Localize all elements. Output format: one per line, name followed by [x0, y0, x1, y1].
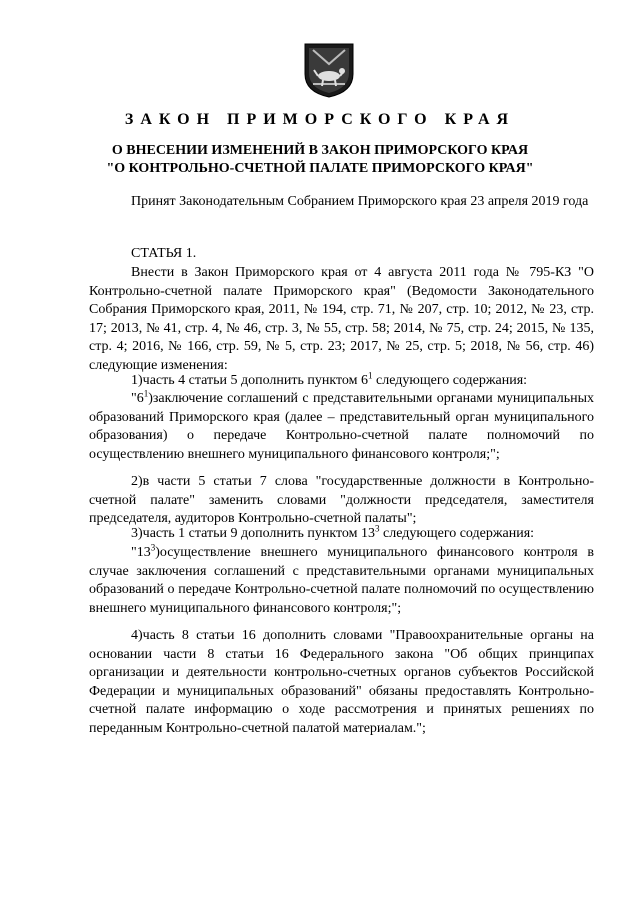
quote-text: )осуществление внешнего муниципального финансового контроля в случае заключения соглашений с представительными органами муниципальных образований о передаче Контрольно-счетной палате полномочий по осуществлению внешнего муниципального финансового контроля;";	[89, 545, 594, 616]
law-subtitle-line-1: О ВНЕСЕНИИ ИЗМЕНЕНИЙ В ЗАКОН ПРИМОРСКОГО КРАЯ	[111, 143, 529, 158]
amendment-item-2: 2)в части 5 статьи 7 слова "государственные должности в Контрольно-счетной палате" заменить словами "должности председателя, заместителя председателя, аудиторов Контрольно-счетной палаты";	[89, 474, 594, 526]
superscript: 1	[368, 370, 373, 381]
superscript: 3	[375, 523, 380, 534]
quote-prefix: "13	[131, 545, 151, 560]
law-subtitle-line-2: "О КОНТРОЛЬНО-СЧЕТНОЙ ПАЛАТЕ ПРИМОРСКОГО КРАЯ"	[106, 161, 534, 176]
quote-text: )заключение соглашений с представительными органами муниципальных образований Приморского края (далее – представительный орган муниципального образования) о передаче Контрольно-счетной палате полномочий по осуществлению внешнего муниципального финансового контроля;";	[89, 391, 594, 462]
quote-prefix: "6	[131, 391, 144, 406]
amendment-item-1-tail: следующего содержания:	[372, 373, 528, 388]
superscript: 3	[150, 542, 156, 553]
coat-of-arms-emblem	[303, 40, 355, 98]
article-heading: СТАТЬЯ 1.	[131, 246, 197, 261]
amendment-item-1-text: 1)часть 4 статьи 5 дополнить пунктом 6	[131, 373, 369, 388]
law-title: ЗАКОН ПРИМОРСКОГО КРАЯ	[124, 111, 516, 128]
amendment-item-4: 4)часть 8 статьи 16 дополнить словами "Правоохранительные органы на основании части 8 статьи 16 Федерального закона "Об общих принципах организации и деятельности контрольно-счетных органов субъектов Российской Федерации и муниципальных образований" обязаны предоставлять Контрольно-счетной палате информацию о ходе рассмотрения и принятых решениях по переданным Контрольно-счетной палатой материалам.";	[89, 628, 594, 736]
amendment-item-1-quote	[89, 390, 594, 464]
article-intro-paragraph: Внести в Закон Приморского края от 4 августа 2011 года № 795-КЗ "О Контрольно-счетной палате Приморского края" (Ведомости Законодательного Собрания Приморского края, 2011, № 194, стр. 71, № 207, стр. 10; 2012, № 23, стр. 17; 2013, № 41, стр. 4, № 46, стр. 3, № 55, стр. 58; 2014, № 75, стр. 24; 2015, № 135, стр. 4; 2016, № 166, стр. 59, № 5, стр. 23; 2017, № 25, стр. 5; 2018, № 56, стр. 46) следующие изменения:	[89, 265, 594, 373]
adoption-statement: Принят Законодательным Собранием Приморского края 23 апреля 2019 года	[131, 194, 589, 209]
amendment-item-1	[89, 372, 594, 391]
superscript: 1	[143, 388, 149, 399]
amendment-item-3-tail: следующего содержания:	[379, 526, 535, 541]
amendment-item-3-text: 3)часть 1 статьи 9 дополнить пунктом 13	[131, 526, 376, 541]
amendment-item-3	[89, 525, 594, 544]
amendment-item-3-quote	[89, 544, 594, 618]
